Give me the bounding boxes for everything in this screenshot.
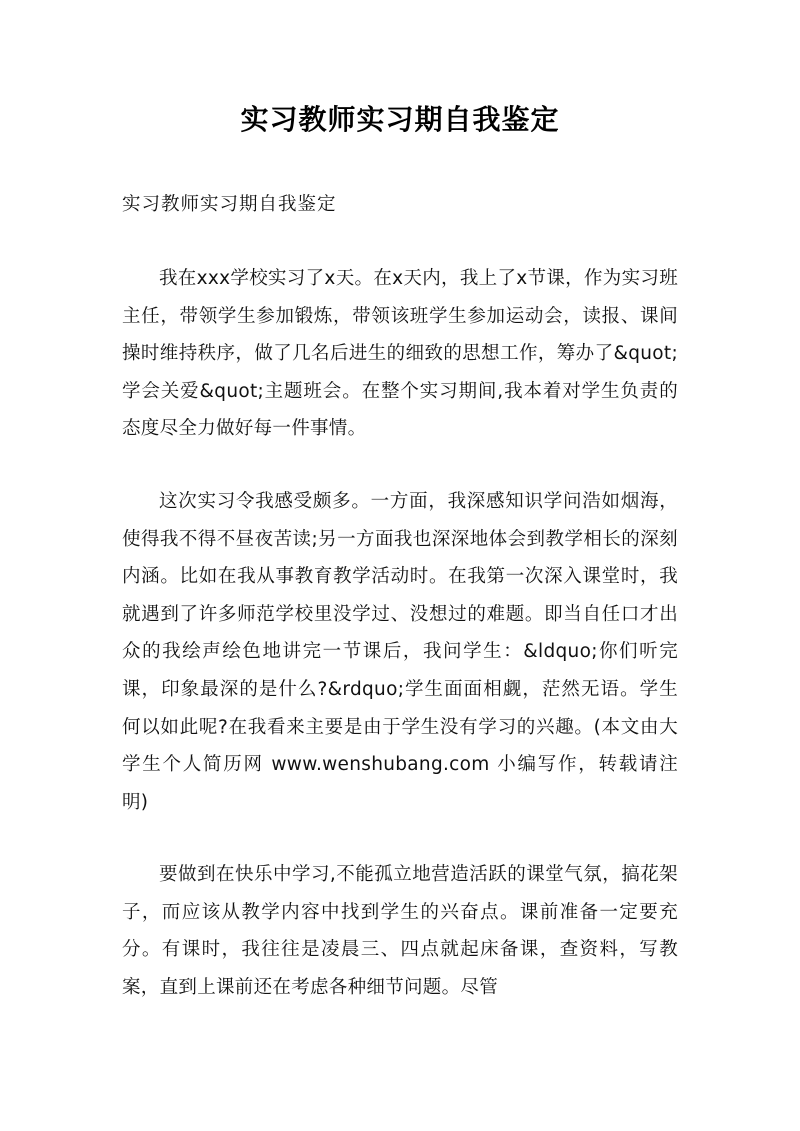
- paragraph: 这次实习令我感受颇多。一方面，我深感知识学问浩如烟海，使得我不得不昼夜苦读;另一方面我也深深地体会到教学相长的深刻内涵。比如在我从事教育教学活动时。在我第一次深入课堂时，我就遇到了许多师范学校里没学过、没想过的难题。即当自任口才出众的我绘声绘色地讲完一节课后，我问学生：&ldquo;你们听完课，印象最深的是什么?&rdquo;学生面面相觑，茫然无语。学生何以如此呢?在我看来主要是由于学生没有学习的兴趣。(本文由大学生个人简历网 www.wenshubang.com 小编写作，转载请注明): [122, 491, 678, 813]
- document-subtitle: 实习教师实习期自我鉴定: [122, 194, 337, 215]
- paragraph: 我在xxx学校实习了x天。在x天内，我上了x节课，作为实习班主任，带领学生参加锻炼，带领该班学生参加运动会，读报、课间操时维持秩序，做了几名后进生的细致的思想工作，筹办了&quot;学会关爱&quot;主题班会。在整个实习期间,我本着对学生负责的态度尽全力做好每一件事情。: [122, 268, 678, 440]
- document-title: 实习教师实习期自我鉴定: [240, 103, 560, 136]
- paragraph: 要做到在快乐中学习,不能孤立地营造活跃的课堂气氛，搞花架子，而应该从教学内容中找到学生的兴奋点。课前准备一定要充分。有课时，我往往是凌晨三、四点就起床备课，查资料，写教案，直到上课前还在考虑各种细节问题。尽管: [122, 864, 678, 998]
